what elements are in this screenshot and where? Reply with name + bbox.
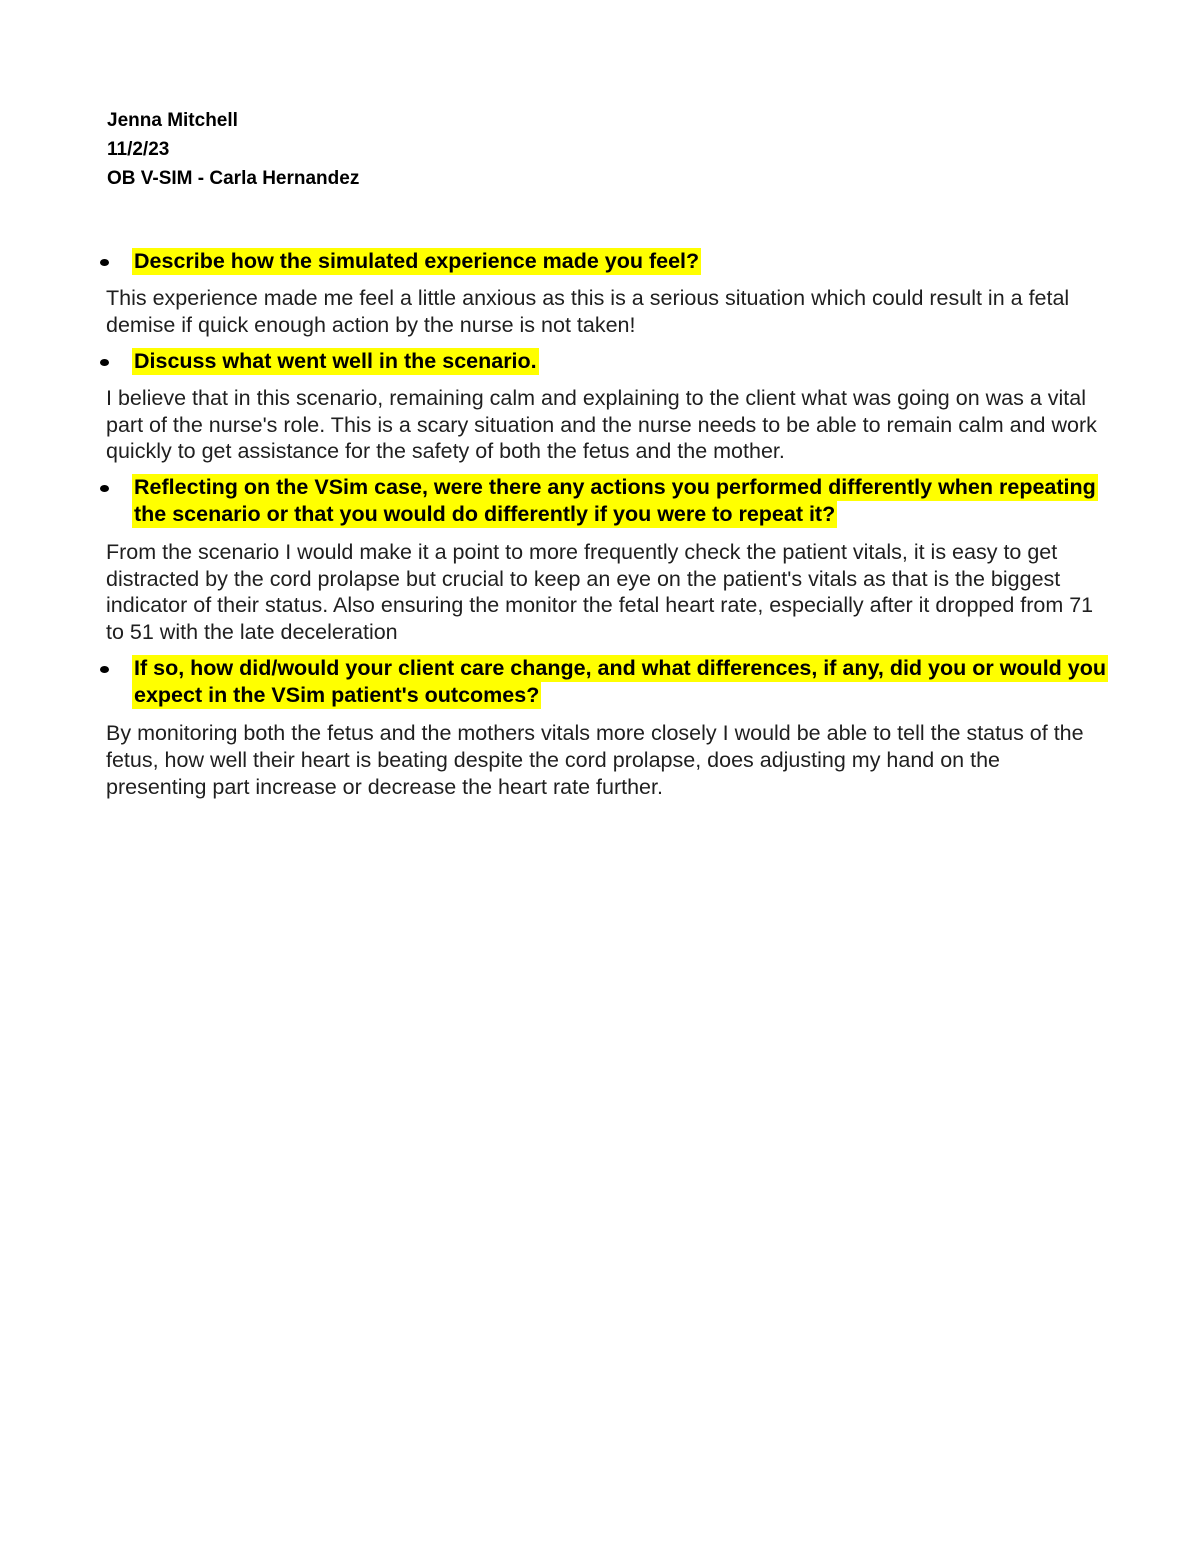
question-text: Discuss what went well in the scenario. [134,349,537,374]
answer-text: This experience made me feel a little anxious as this is a serious situation which could result in a fetal demise if quick enough action by the nurse is not taken! [106,286,1070,337]
bullet-icon [100,666,109,673]
document-body [106,248,1106,800]
bullet-icon [100,485,109,492]
bullet-icon [100,259,109,266]
document-date: 11/2/23 [107,139,170,160]
question-text: Describe how the simulated experience made you feel? [134,249,700,273]
answer-text: From the scenario I would make it a point to more frequently check the patient vitals, it is easy to get distracted by the cord prolapse but crucial to keep an eye on the patient's vitals as that is the biggest indicator of their status. Also ensuring the monitor the fetal heart rate, especially after it dropped from 71 to 51 with the late deceleration [106,539,1094,644]
answer-text: By monitoring both the fetus and the mothers vitals more closely I would be able to tell the status of the fetus, how well their heart is beating despite the cord prolapse, does adjusting my hand on the presenting part increase or decrease the heart rate further. [106,721,1084,799]
author-name: Jenna Mitchell [107,110,238,131]
question-text: Reflecting on the VSim case, were there any actions you performed differently when repeating the scenario or that you would do differently if you were to repeat it? [134,474,1096,526]
question-item [106,474,1106,528]
assignment-title: OB V-SIM - Carla Hernandez [107,168,360,189]
question-item [106,655,1106,709]
question-item [106,248,1106,275]
bullet-icon [100,359,109,366]
question-item [106,348,1106,375]
question-text: If so, how did/would your client care change, and what differences, if any, did you or would you expect in the VSim patient's outcomes? [134,656,1106,708]
document-header [107,106,807,193]
answer-text: I believe that in this scenario, remaining calm and explaining to the client what was going on was a vital part of the nurse's role. This is a scary situation and the nurse needs to be able to remain calm and work quickly to get assistance for the safety of both the fetus and the mother. [106,386,1097,464]
